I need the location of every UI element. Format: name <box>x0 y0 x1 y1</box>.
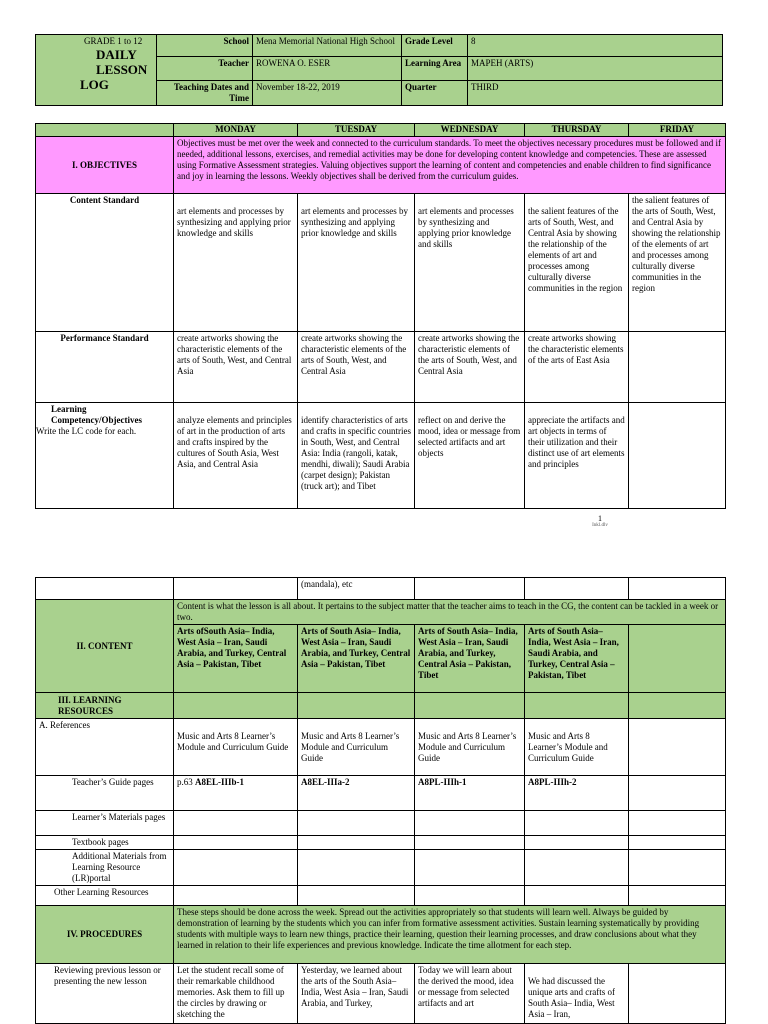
grade-level-label: Grade Level <box>402 35 468 57</box>
continued-tuesday: (mandala), etc <box>298 578 415 600</box>
competency-monday: analyze elements and principles of art in the production of arts and crafts inspired by the cultures of South Asia, West Asia, and Central Asia <box>174 403 298 509</box>
day-header-blank <box>36 124 174 137</box>
content-standard-friday: the salient features of the arts of South, West, and Central Asia by showing the relationship of the elements of art and processes among culturally diverse communities in the region <box>629 194 726 332</box>
references-label: A. References <box>36 719 174 776</box>
quarter-value: THIRD <box>468 81 723 106</box>
content-wednesday: Arts of South Asia– India, West Asia – Iran, Saudi Arabia, and Turkey, Central Asia – Pakistan, Tibet <box>415 625 525 693</box>
competency-tuesday: identify characteristics of arts and crafts in specific countries in South, West, and Central Asia: India (rangoli, katak, mendhi, diwali); Saudi Arabia (carpet design); Pakistan (truck art); and Tibet <box>298 403 415 509</box>
day-header-friday: FRIDAY <box>629 124 726 137</box>
review-wednesday: Today we will learn about the derived the mood, idea or message from selected artifacts and art <box>415 964 525 1024</box>
tg-monday-prefix: p.63 <box>177 777 195 787</box>
tg-friday <box>629 776 726 811</box>
review-tuesday: Yesterday, we learned about the arts of the South Asia– India, West Asia – Iran, Saudi Arabia, and Turkey, <box>298 964 415 1024</box>
lm-wednesday <box>415 811 525 836</box>
resources-tuesday <box>298 693 415 719</box>
tg-wednesday: A8PL-IIIh-1 <box>415 776 525 811</box>
competency-thursday: appreciate the artifacts and art objects in terms of their utilization and their distinct use of art elements and principles <box>525 403 629 509</box>
grade-level-value: 8 <box>468 35 723 57</box>
content-standard-label: Content Standard <box>36 194 174 332</box>
title-daily: DAILY <box>96 47 137 62</box>
other-monday <box>174 886 298 906</box>
resources-wednesday <box>415 693 525 719</box>
grade-range: GRADE 1 to 12 <box>84 36 143 46</box>
references-thursday: Music and Arts 8 Learner’s Module and Curriculum Guide <box>525 719 629 776</box>
procedures-note: These steps should be done across the week. Spread out the activities appropriately so that students will learn well. Always be guided by demonstration of learning by the students which you can infer from formative assessment activities. Sustain learning systematically by providing students with multiple ways to learn new things, practice their learning, question their learning processes, and draw conclusions about what they learned in relation to their life experiences and previous knowledge. Indicate the time allotment for each step. <box>174 906 726 964</box>
day-header-tuesday: TUESDAY <box>298 124 415 137</box>
additional-friday <box>629 850 726 886</box>
textbook-thursday <box>525 836 629 850</box>
learning-area-label: Learning Area <box>402 57 468 81</box>
additional-thursday <box>525 850 629 886</box>
review-thursday: We had discussed the unique arts and crafts of South Asia– India, West Asia – Iran, <box>525 964 629 1024</box>
teacher-label: Teacher <box>157 57 253 81</box>
quarter-label: Quarter <box>402 81 468 106</box>
textbook-monday <box>174 836 298 850</box>
textbook-wednesday <box>415 836 525 850</box>
resources-thursday <box>525 693 629 719</box>
performance-standard-wednesday: create artworks showing the characteristic elements of the arts of South, West, and Central Asia <box>415 332 525 403</box>
lm-friday <box>629 811 726 836</box>
tg-monday: A8EL-IIIb-1 <box>195 777 245 787</box>
review-monday: Let the student recall some of their remarkable childhood memories. Ask them to fill up the circles by drawing or sketching the <box>174 964 298 1024</box>
performance-standard-monday: create artworks showing the characteristic elements of the arts of South, West, and Central Asia <box>174 332 298 403</box>
other-thursday <box>525 886 629 906</box>
additional-wednesday <box>415 850 525 886</box>
lm-thursday <box>525 811 629 836</box>
competency-label-cell <box>36 403 174 509</box>
school-value: Mena Memorial National High School <box>253 35 402 57</box>
tg-monday-cell <box>174 776 298 811</box>
page-number: 1 <box>598 514 602 523</box>
day-header-wednesday: WEDNESDAY <box>415 124 525 137</box>
objectives-note: Objectives must be met over the week and connected to the curriculum standards. To meet the objectives necessary procedures must be followed and if needed, additional lessons, exercises, and remedial activities may be done for developing content knowledge and competencies. These are assessed using Formative Assessment strategies. Valuing objectives support the learning of content and competencies and enable children to find significance and joy in learning the lessons. Weekly objectives shall be derived from the curriculum guides. <box>174 137 726 194</box>
other-tuesday <box>298 886 415 906</box>
additional-monday <box>174 850 298 886</box>
references-tuesday: Music and Arts 8 Learner’s Module and Curriculum Guide <box>298 719 415 776</box>
additional-tuesday <box>298 850 415 886</box>
competency-label: Learning Competency/Objectives <box>51 404 142 425</box>
other-friday <box>629 886 726 906</box>
textbook-tuesday <box>298 836 415 850</box>
review-friday <box>629 964 726 1024</box>
content-standard-thursday: the salient features of the arts of South, West, and Central Asia by showing the relationship of the elements of art and processes among culturally diverse communities in the region <box>525 194 629 332</box>
lesson-table-page2 <box>35 577 726 1024</box>
tg-thursday: A8PL-IIIh-2 <box>525 776 629 811</box>
day-header-monday: MONDAY <box>174 124 298 137</box>
lm-tuesday <box>298 811 415 836</box>
tg-label: Teacher’s Guide pages <box>36 776 174 811</box>
page-footer-mark: Inkl.dlv <box>592 523 608 528</box>
performance-standard-thursday: create artworks showing the characteristic elements of the arts of East Asia <box>525 332 629 403</box>
resources-friday <box>629 693 726 719</box>
day-header-thursday: THURSDAY <box>525 124 629 137</box>
dates-value: November 18-22, 2019 <box>253 81 402 106</box>
title-lesson: LESSON <box>96 62 148 77</box>
objectives-label: I. OBJECTIVES <box>36 137 174 194</box>
dll-title-cell <box>36 35 157 106</box>
content-standard-tuesday: art elements and processes by synthesizing and applying prior knowledge and skills <box>298 194 415 332</box>
continued-monday <box>174 578 298 600</box>
references-monday: Music and Arts 8 Learner’s Module and Curriculum Guide <box>174 719 298 776</box>
textbook-friday <box>629 836 726 850</box>
resources-monday <box>174 693 298 719</box>
continued-label <box>36 578 174 600</box>
references-wednesday: Music and Arts 8 Learner’s Module and Curriculum Guide <box>415 719 525 776</box>
title-log: LOG <box>80 77 109 92</box>
lm-label: Learner’s Materials pages <box>36 811 174 836</box>
content-friday <box>629 625 726 693</box>
procedures-label: IV. PROCEDURES <box>36 906 174 964</box>
other-wednesday <box>415 886 525 906</box>
additional-materials-label: Additional Materials from Learning Resource (LR)portal <box>36 850 174 886</box>
other-resources-label: Other Learning Resources <box>36 886 174 906</box>
competency-sublabel: Write the LC code for each. <box>36 426 137 436</box>
learning-area-value: MAPEH (ARTS) <box>468 57 723 81</box>
content-thursday: Arts of South Asia– India, West Asia – Iran, Saudi Arabia, and Turkey, Central Asia – Pakistan, Tibet <box>525 625 629 693</box>
content-standard-wednesday: art elements and processes by synthesizing and applying prior knowledge and skills <box>415 194 525 332</box>
content-note: Content is what the lesson is all about. It pertains to the subject matter that the teacher aims to teach in the CG, the content can be tackled in a week or two. <box>174 600 726 625</box>
performance-standard-friday <box>629 332 726 403</box>
performance-standard-tuesday: create artworks showing the characteristic elements of the arts of South, West, and Central Asia <box>298 332 415 403</box>
review-label: Reviewing previous lesson or presenting the new lesson <box>36 964 174 1024</box>
lesson-table-page1 <box>35 123 726 509</box>
tg-tuesday: A8EL-IIIa-2 <box>298 776 415 811</box>
continued-wednesday <box>415 578 525 600</box>
resources-label: III. LEARNING RESOURCES <box>36 693 174 719</box>
continued-thursday <box>525 578 629 600</box>
school-label: School <box>157 35 253 57</box>
continued-friday <box>629 578 726 600</box>
lm-monday <box>174 811 298 836</box>
content-standard-monday: art elements and processes by synthesizing and applying prior knowledge and skills <box>174 194 298 332</box>
competency-friday <box>629 403 726 509</box>
competency-wednesday: reflect on and derive the mood, idea or message from selected artifacts and art objects <box>415 403 525 509</box>
content-label: II. CONTENT <box>36 600 174 693</box>
content-monday: Arts ofSouth Asia– India, West Asia – Iran, Saudi Arabia, and Turkey, Central Asia – Pakistan, Tibet <box>174 625 298 693</box>
dates-label: Teaching Dates and Time <box>157 81 253 106</box>
content-tuesday: Arts of South Asia– India, West Asia – Iran, Saudi Arabia, and Turkey, Central Asia – Pakistan, Tibet <box>298 625 415 693</box>
textbook-label: Textbook pages <box>36 836 174 850</box>
references-friday <box>629 719 726 776</box>
teacher-value: ROWENA O. ESER <box>253 57 402 81</box>
performance-standard-label: Performance Standard <box>36 332 174 403</box>
header-table <box>35 34 723 106</box>
